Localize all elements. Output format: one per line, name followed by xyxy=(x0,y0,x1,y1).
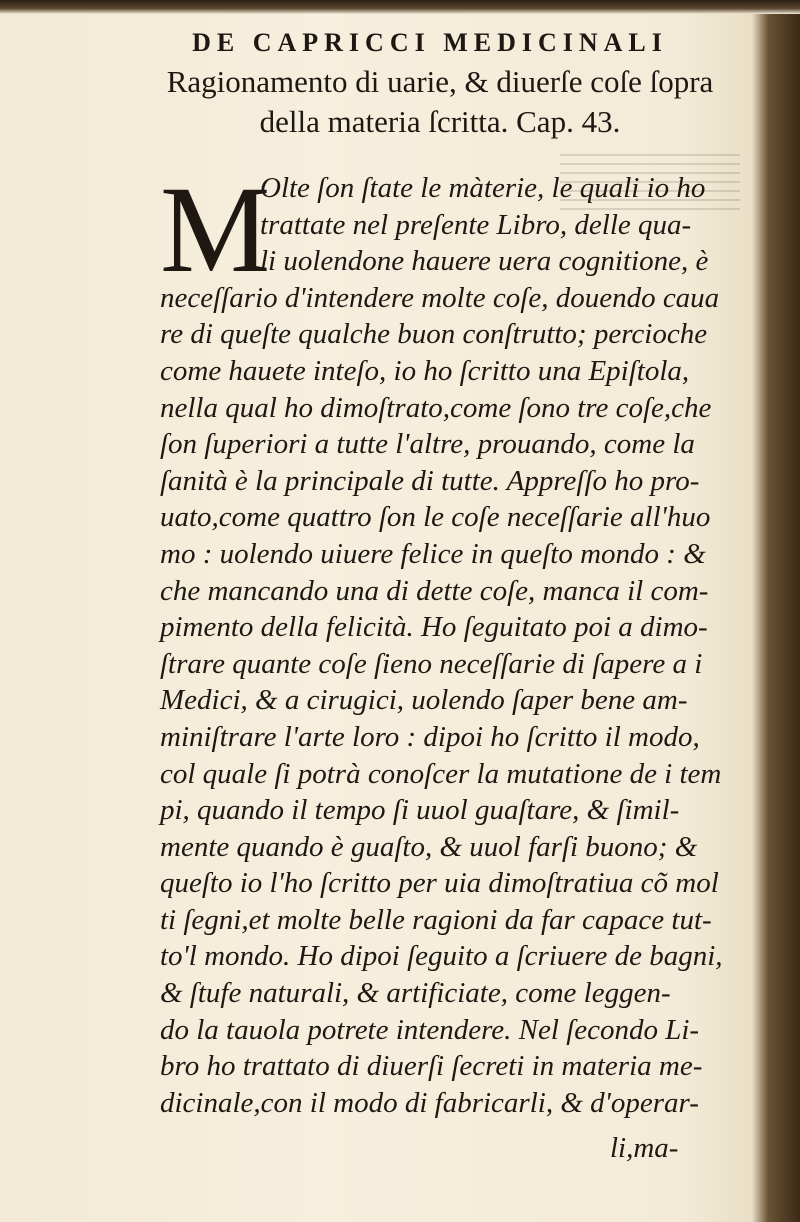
body-line: Medici, & a cirugici, uolendo ſaper bene am- xyxy=(160,684,688,717)
body-line: Olte ſon ſtate le màterie, le quali io ho xyxy=(260,172,706,204)
body-line: queſto io l'ho ſcritto per uia dimoſtratiua cõ mol xyxy=(160,867,719,900)
body-line: che mancando una di dette coſe, manca il com- xyxy=(160,574,709,607)
body-line: to'l mondo. Ho dipoi ſeguito a ſcriuere de bagni, xyxy=(160,940,723,973)
running-head: DE CAPRICCI MEDICINALI xyxy=(192,28,668,57)
body-line: uato,come quattro ſon le coſe neceſſarie all'huo xyxy=(160,501,711,534)
catchword: li,ma- xyxy=(610,1132,679,1164)
body-line: dicinale,con il modo di fabricarli, & d'operar- xyxy=(160,1086,699,1119)
chapter-title-line-2: della materia ſcritta. Cap. 43. xyxy=(259,104,621,139)
body-line: col quale ſi potrà conoſcer la mutatione de i tem xyxy=(160,757,722,790)
body-line: mo : uolendo uiuere felice in queſto mondo : & xyxy=(160,537,706,570)
body-line: ſon ſuperiori a tutte l'altre, prouando, come la xyxy=(160,428,695,461)
body-text xyxy=(160,161,730,1121)
body-line: trattate nel preſente Libro, delle qua- xyxy=(260,208,692,241)
body-line: nella qual ho dimoſtrato,come ſono tre coſe,che xyxy=(160,391,712,424)
body-line: pimento della felicità. Ho ſeguitato poi a dimo- xyxy=(160,611,708,644)
body-line: do la tauola potrete intendere. Nel ſecondo Li- xyxy=(160,1013,700,1046)
chapter-title-line-1: Ragionamento di uarie, & diuerſe coſe ſopra xyxy=(166,64,714,99)
body-line: ſanità è la principale di tutte. Appreſſo ho pro- xyxy=(160,464,700,497)
body-line: & ſtufe naturali, & artificiate, come leggen- xyxy=(160,977,671,1010)
body-line: ſtrare quante coſe ſieno neceſſarie di ſapere a i xyxy=(160,647,703,680)
body-line: mente quando è guaſto, & uuol farſi buono; & xyxy=(160,830,698,863)
body-line: pi, quando il tempo ſi uuol guaſtare, & ſimil- xyxy=(160,794,680,827)
body-line: neceſſario d'intendere molte coſe, douendo caua xyxy=(160,281,720,314)
body-line: miniſtrare l'arte loro : dipoi ho ſcritto il modo, xyxy=(160,720,700,753)
chapter-title xyxy=(150,62,730,142)
drop-cap-initial: M xyxy=(160,161,271,298)
body-line: ti ſegni,et molte belle ragioni da far capace tut- xyxy=(160,903,712,936)
body-line: re di queſte qualche buon conſtrutto; percioche xyxy=(160,318,708,351)
page-top-edge xyxy=(0,0,800,14)
body-line: come hauete inteſo, io ho ſcritto una Epiſtola, xyxy=(160,354,690,387)
body-line: li uolendone hauere uera cognitione, è xyxy=(260,245,709,278)
body-line: bro ho trattato di diuerſi ſecreti in materia me- xyxy=(160,1050,703,1083)
